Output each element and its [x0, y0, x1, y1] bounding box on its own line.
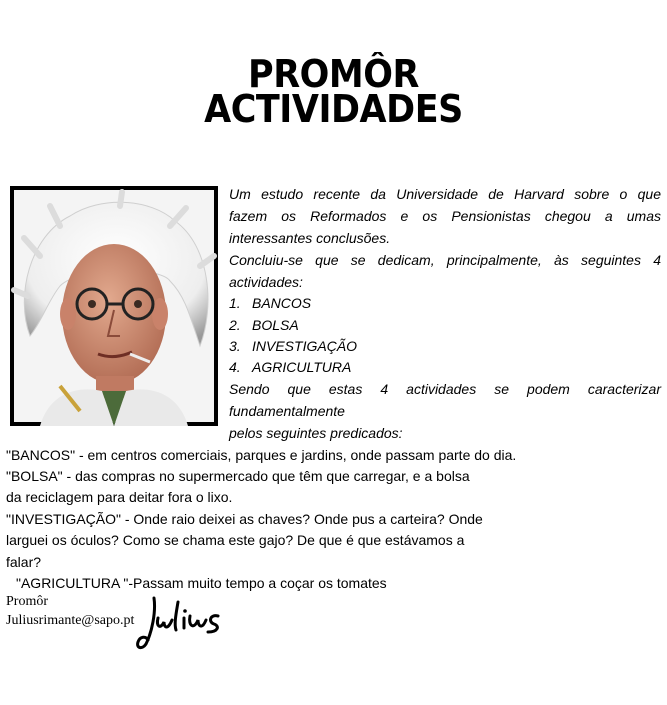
after-line-3: pelos seguintes predicados: [229, 425, 403, 441]
intro-line-5: actividades: [229, 274, 303, 290]
portrait-photo [10, 186, 218, 426]
after-line-1: Sendo que estas 4 actividades se podem caracterizar [229, 381, 661, 397]
body-line-3: da reciclagem para deitar fora o lixo. [6, 489, 233, 505]
body-line-5: larguei os óculos? Como se chama este gajo? De que é que estávamos a [6, 532, 465, 548]
handwritten-signature [134, 592, 224, 659]
list-item-number: 3. [229, 338, 241, 354]
list-item-text: BANCOS [252, 295, 312, 311]
page-title-line-2: ACTIVIDADES [204, 87, 463, 131]
page-title-line-1: PROMÔR [248, 52, 419, 96]
body-line-6: falar? [6, 554, 42, 570]
author-email: Juliusrimante@sapo.pt [6, 613, 135, 628]
list-item-text: INVESTIGAÇÃO [252, 338, 358, 354]
body-line-2: "BOLSA" - das compras no supermercado que têm que carregar, e a bolsa [6, 468, 470, 484]
body-line-1: "BANCOS" - em centros comerciais, parques e jardins, onde passam parte do dia. [6, 447, 517, 463]
body-line-7: "AGRICULTURA "-Passam muito tempo a coçar os tomates [16, 575, 387, 591]
list-item-text: AGRICULTURA [252, 359, 352, 375]
list-item-number: 4. [229, 359, 241, 375]
intro-line-1: Um estudo recente da Universidade de Harvard sobre o que [229, 186, 661, 202]
list-item-number: 2. [229, 317, 241, 333]
after-line-2: fundamentalmente [229, 403, 345, 419]
intro-line-3: interessantes conclusões. [229, 230, 391, 246]
list-item-number: 1. [229, 295, 241, 311]
intro-line-4: Concluiu-se que se dedicam, principalmente, às seguintes 4 [229, 252, 661, 268]
intro-line-2: fazem os Reformados e os Pensionistas chegou a umas [229, 208, 661, 224]
list-item-text: BOLSA [252, 317, 299, 333]
author-name: Promôr [6, 594, 48, 609]
body-line-4: "INVESTIGAÇÃO" - Onde raio deixei as chaves? Onde pus a carteira? Onde [6, 511, 483, 527]
